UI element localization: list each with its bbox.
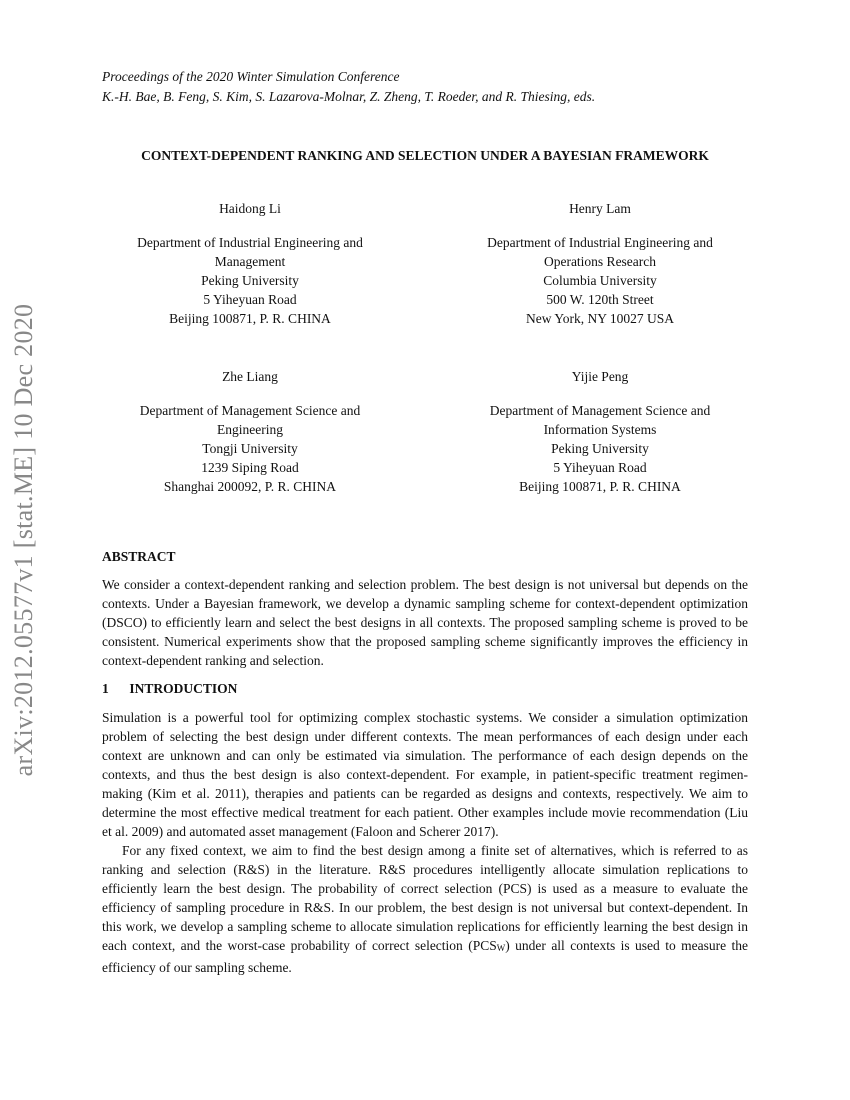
affiliation-line: Engineering [217,422,283,437]
abstract-text: We consider a context-dependent ranking and selection problem. The best design is not universal but depends on the contexts. Under a Bayesian framework, we develop a dynamic sampling scheme for context-dependent optimization (DSCO) to efficiently learn and select the best designs in all contexts. The proposed sampling scheme is proved to be consistent. Numerical experiments show that the proposed sampling scheme significantly improves the efficiency in context-dependent ranking and selection. [102,577,748,668]
affiliation-line: Department of Management Science and [489,403,711,418]
author-block [100,367,400,496]
paragraph-text: For any fixed context, we aim to find the best design among a finite set of alternatives, which is referred to as ranking and selection (R&S) in the literature. R&S procedures intelligently allocate simulation replications to efficiently learn the best design. The probability of correct selection (PCS) is used as a measure to evaluate the efficiency of sampling procedure in R&S. In our problem, the best design is not universal but context-dependent. In this work, we develop a sampling scheme to allocate simulation replications for efficiently learning the best design in each context, and the worst-case probability of correct selection (PCS [102,843,748,953]
author-name: Zhe Liang [222,369,278,384]
affiliation-line: 1239 Siping Road [201,460,299,475]
affiliation-line: 5 Yiheyuan Road [553,460,647,475]
paragraph-text-tail: ) under all contexts is used to measure the efficiency of our sampling scheme. [102,938,749,975]
affiliation-line: 5 Yiheyuan Road [203,292,297,307]
editors-line: K.-H. Bae, B. Feng, S. Kim, S. Lazarova-Molnar, Z. Zheng, T. Roeder, and R. Thiesing, eds. [102,89,596,104]
proceedings-line: Proceedings of the 2020 Winter Simulation Conference [102,69,400,84]
introduction-heading [102,681,237,697]
affiliation-line: New York, NY 10027 USA [525,311,674,326]
affiliation-line: Department of Industrial Engineering and [137,235,363,250]
affiliation-line: Peking University [551,441,649,456]
author-block [450,367,750,496]
author-name: Yijie Peng [571,369,629,384]
affiliation-line: Department of Management Science and [139,403,361,418]
section-title: INTRODUCTION [129,681,238,696]
author-block [100,199,400,328]
proceedings-header [102,67,782,107]
arxiv-identifier-text: arXiv:2012.05577v1 [stat.ME] 10 Dec 2020 [9,303,38,777]
author-name: Henry Lam [569,201,631,216]
pcs-subscript: W [496,943,506,953]
affiliation-line: Operations Research [543,254,657,269]
introduction-body [102,708,748,977]
abstract-heading: ABSTRACT [102,549,176,564]
introduction-paragraph [102,841,748,977]
affiliation-line: Beijing 100871, P. R. CHINA [169,311,331,326]
affiliation-line: 500 W. 120th Street [546,292,654,307]
affiliation-line: Management [214,254,286,269]
affiliation-line: Shanghai 200092, P. R. CHINA [163,479,337,494]
section-number: 1 [102,681,109,696]
affiliation-line: Information Systems [543,422,657,437]
author-block [450,199,750,328]
introduction-paragraph: Simulation is a powerful tool for optimizing complex stochastic systems. We consider a simulation optimization problem of selecting the best design under different contexts. The mean performances of each design under each context are unknown and can only be estimated via simulation. The performance of each design depends on the contexts, and thus the best design is also context-dependent. For example, in patient-specific treatment regimen-making (Kim et al. 2011), therapies and patients can be regarded as designs and contexts, respectively. We aim to determine the most effective medical treatment for each patient. Other examples include movie recommendation (Liu et al. 2009) and automated asset management (Faloon and Scherer 2017). [102,710,748,839]
affiliation-line: Beijing 100871, P. R. CHINA [519,479,681,494]
affiliation-line: Columbia University [543,273,657,288]
author-name: Haidong Li [219,201,281,216]
affiliation-line: Tongji University [202,441,298,456]
paper-title: CONTEXT-DEPENDENT RANKING AND SELECTION UNDER A BAYESIAN FRAMEWORK [141,148,709,163]
affiliation-line: Peking University [201,273,299,288]
affiliation-line: Department of Industrial Engineering and [487,235,713,250]
arxiv-identifier [0,285,48,795]
